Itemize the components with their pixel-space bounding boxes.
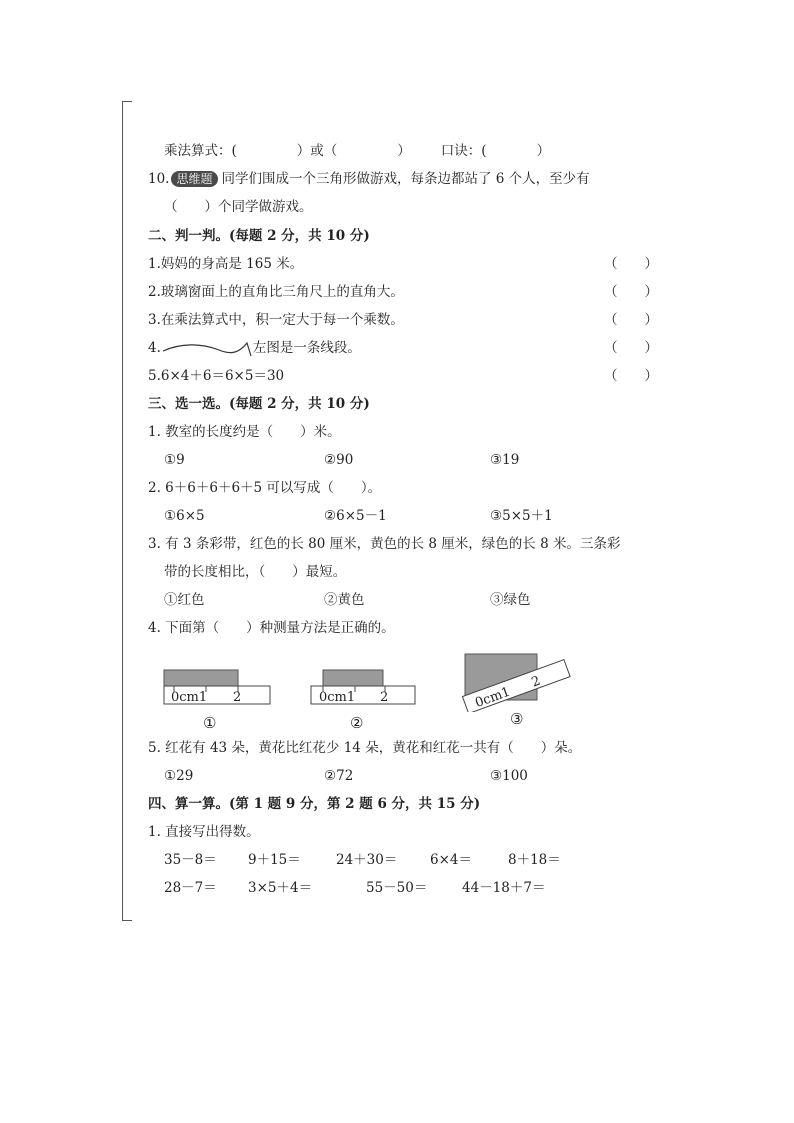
section-4-title: 四、算一算。(第 1 题 9 分，第 2 题 6 分，共 15 分) [148, 796, 481, 812]
calc-item: 8＋18＝ [508, 852, 561, 868]
calc-item: 44－18＋7＝ [462, 880, 546, 896]
margin-bracket-bottom [122, 920, 132, 921]
figure-label-3[interactable]: ③ [510, 710, 524, 728]
judge-item-4: 4. 左图是一条线段。 [148, 340, 361, 356]
choice-q4: 4. 下面第（ ）种测量方法是正确的。 [148, 620, 395, 636]
close-paren: ） [397, 143, 411, 159]
koujue-label: 口诀：( [440, 143, 487, 159]
calc-item: 55－50＝ [366, 880, 428, 896]
option-c[interactable]: ③19 [490, 452, 520, 468]
answer-paren-3[interactable]: （ ） [604, 312, 658, 328]
question-text: 同学们围成一个三角形做游戏，每条边都站了 6 个人，至少有 [221, 171, 590, 187]
close-paren-2: ） [536, 143, 551, 159]
calc-item: 3×5＋4＝ [248, 880, 313, 896]
ruler-figure-1 [162, 668, 274, 708]
margin-bracket [122, 101, 123, 921]
mult-label: 乘法算式：( [164, 143, 237, 159]
calc-item: 28－7＝ [164, 880, 217, 896]
option-a[interactable]: ①29 [164, 768, 194, 784]
option-b[interactable]: ②90 [324, 452, 354, 468]
choice-q3: 3. 有 3 条彩带，红色的长 80 厘米，黄色的长 8 厘米，绿色的长 8 米。三条彩 [148, 536, 621, 552]
svg-text:0cm1: 0cm1 [319, 690, 356, 705]
section-2-title: 二、判一判。(每题 2 分，共 10 分) [148, 228, 370, 244]
judge-item-2: 2.玻璃窗面上的直角比三角尺上的直角大。 [148, 284, 404, 300]
answer-paren-5[interactable]: （ ） [604, 368, 658, 384]
judge-item-3: 3.在乘法算式中，积一定大于每一个乘数。 [148, 312, 404, 328]
option-a[interactable]: ①6×5 [164, 508, 205, 524]
judge-item-5: 5.6×4＋6＝6×5＝30 [148, 368, 285, 384]
option-b[interactable]: ②6×5－1 [324, 508, 387, 524]
calc-item: 24＋30＝ [336, 852, 398, 868]
calc-item: 9＋15＝ [248, 852, 301, 868]
svg-text:2: 2 [529, 673, 543, 691]
figure-label-2[interactable]: ② [350, 714, 364, 732]
or-label: ）或（ [296, 143, 338, 159]
svg-text:2: 2 [380, 690, 389, 705]
choice-q5: 5. 红花有 43 朵，黄花比红花少 14 朵，黄花和红花一共有（ ）朵。 [148, 740, 582, 756]
multiplication-answer-line [164, 142, 550, 160]
thinking-tag: 思维题 [171, 171, 217, 187]
option-b[interactable]: ②黄色 [324, 592, 365, 608]
calc-q1: 1. 直接写出得数。 [148, 824, 260, 840]
figure-label-1[interactable]: ① [203, 714, 217, 732]
ruler-figure-3 [460, 650, 572, 712]
choice-q1: 1. 教室的长度约是（ ）米。 [148, 424, 341, 440]
question-10-cont: （ ）个同学做游戏。 [164, 199, 313, 215]
answer-paren-1[interactable]: （ ） [604, 256, 658, 272]
wavy-line-figure [161, 340, 253, 358]
calc-item: 6×4＝ [430, 852, 472, 868]
option-a[interactable]: ①红色 [164, 592, 205, 608]
option-c[interactable]: ③绿色 [490, 592, 531, 608]
question-number: 10. [148, 171, 170, 187]
question-10 [148, 170, 590, 188]
option-a[interactable]: ①9 [164, 452, 185, 468]
choice-q3-cont: 带的长度相比，（ ）最短。 [164, 564, 347, 580]
margin-bracket-top [122, 101, 132, 102]
option-c[interactable]: ③100 [490, 768, 528, 784]
judge-item-1: 1.妈妈的身高是 165 米。 [148, 256, 304, 272]
option-b[interactable]: ②72 [324, 768, 354, 784]
section-3-title: 三、选一选。(每题 2 分，共 10 分) [148, 396, 370, 412]
choice-q2: 2. 6＋6＋6＋6＋5 可以写成（ ）。 [148, 480, 382, 496]
svg-text:2: 2 [233, 690, 242, 705]
svg-text:0cm1: 0cm1 [171, 690, 208, 705]
ruler-figure-2 [309, 668, 421, 708]
answer-paren-4[interactable]: （ ） [604, 340, 658, 356]
option-c[interactable]: ③5×5＋1 [490, 508, 553, 524]
answer-paren-2[interactable]: （ ） [604, 284, 658, 300]
calc-item: 35－8＝ [164, 852, 217, 868]
svg-text:0cm1: 0cm1 [473, 684, 513, 712]
